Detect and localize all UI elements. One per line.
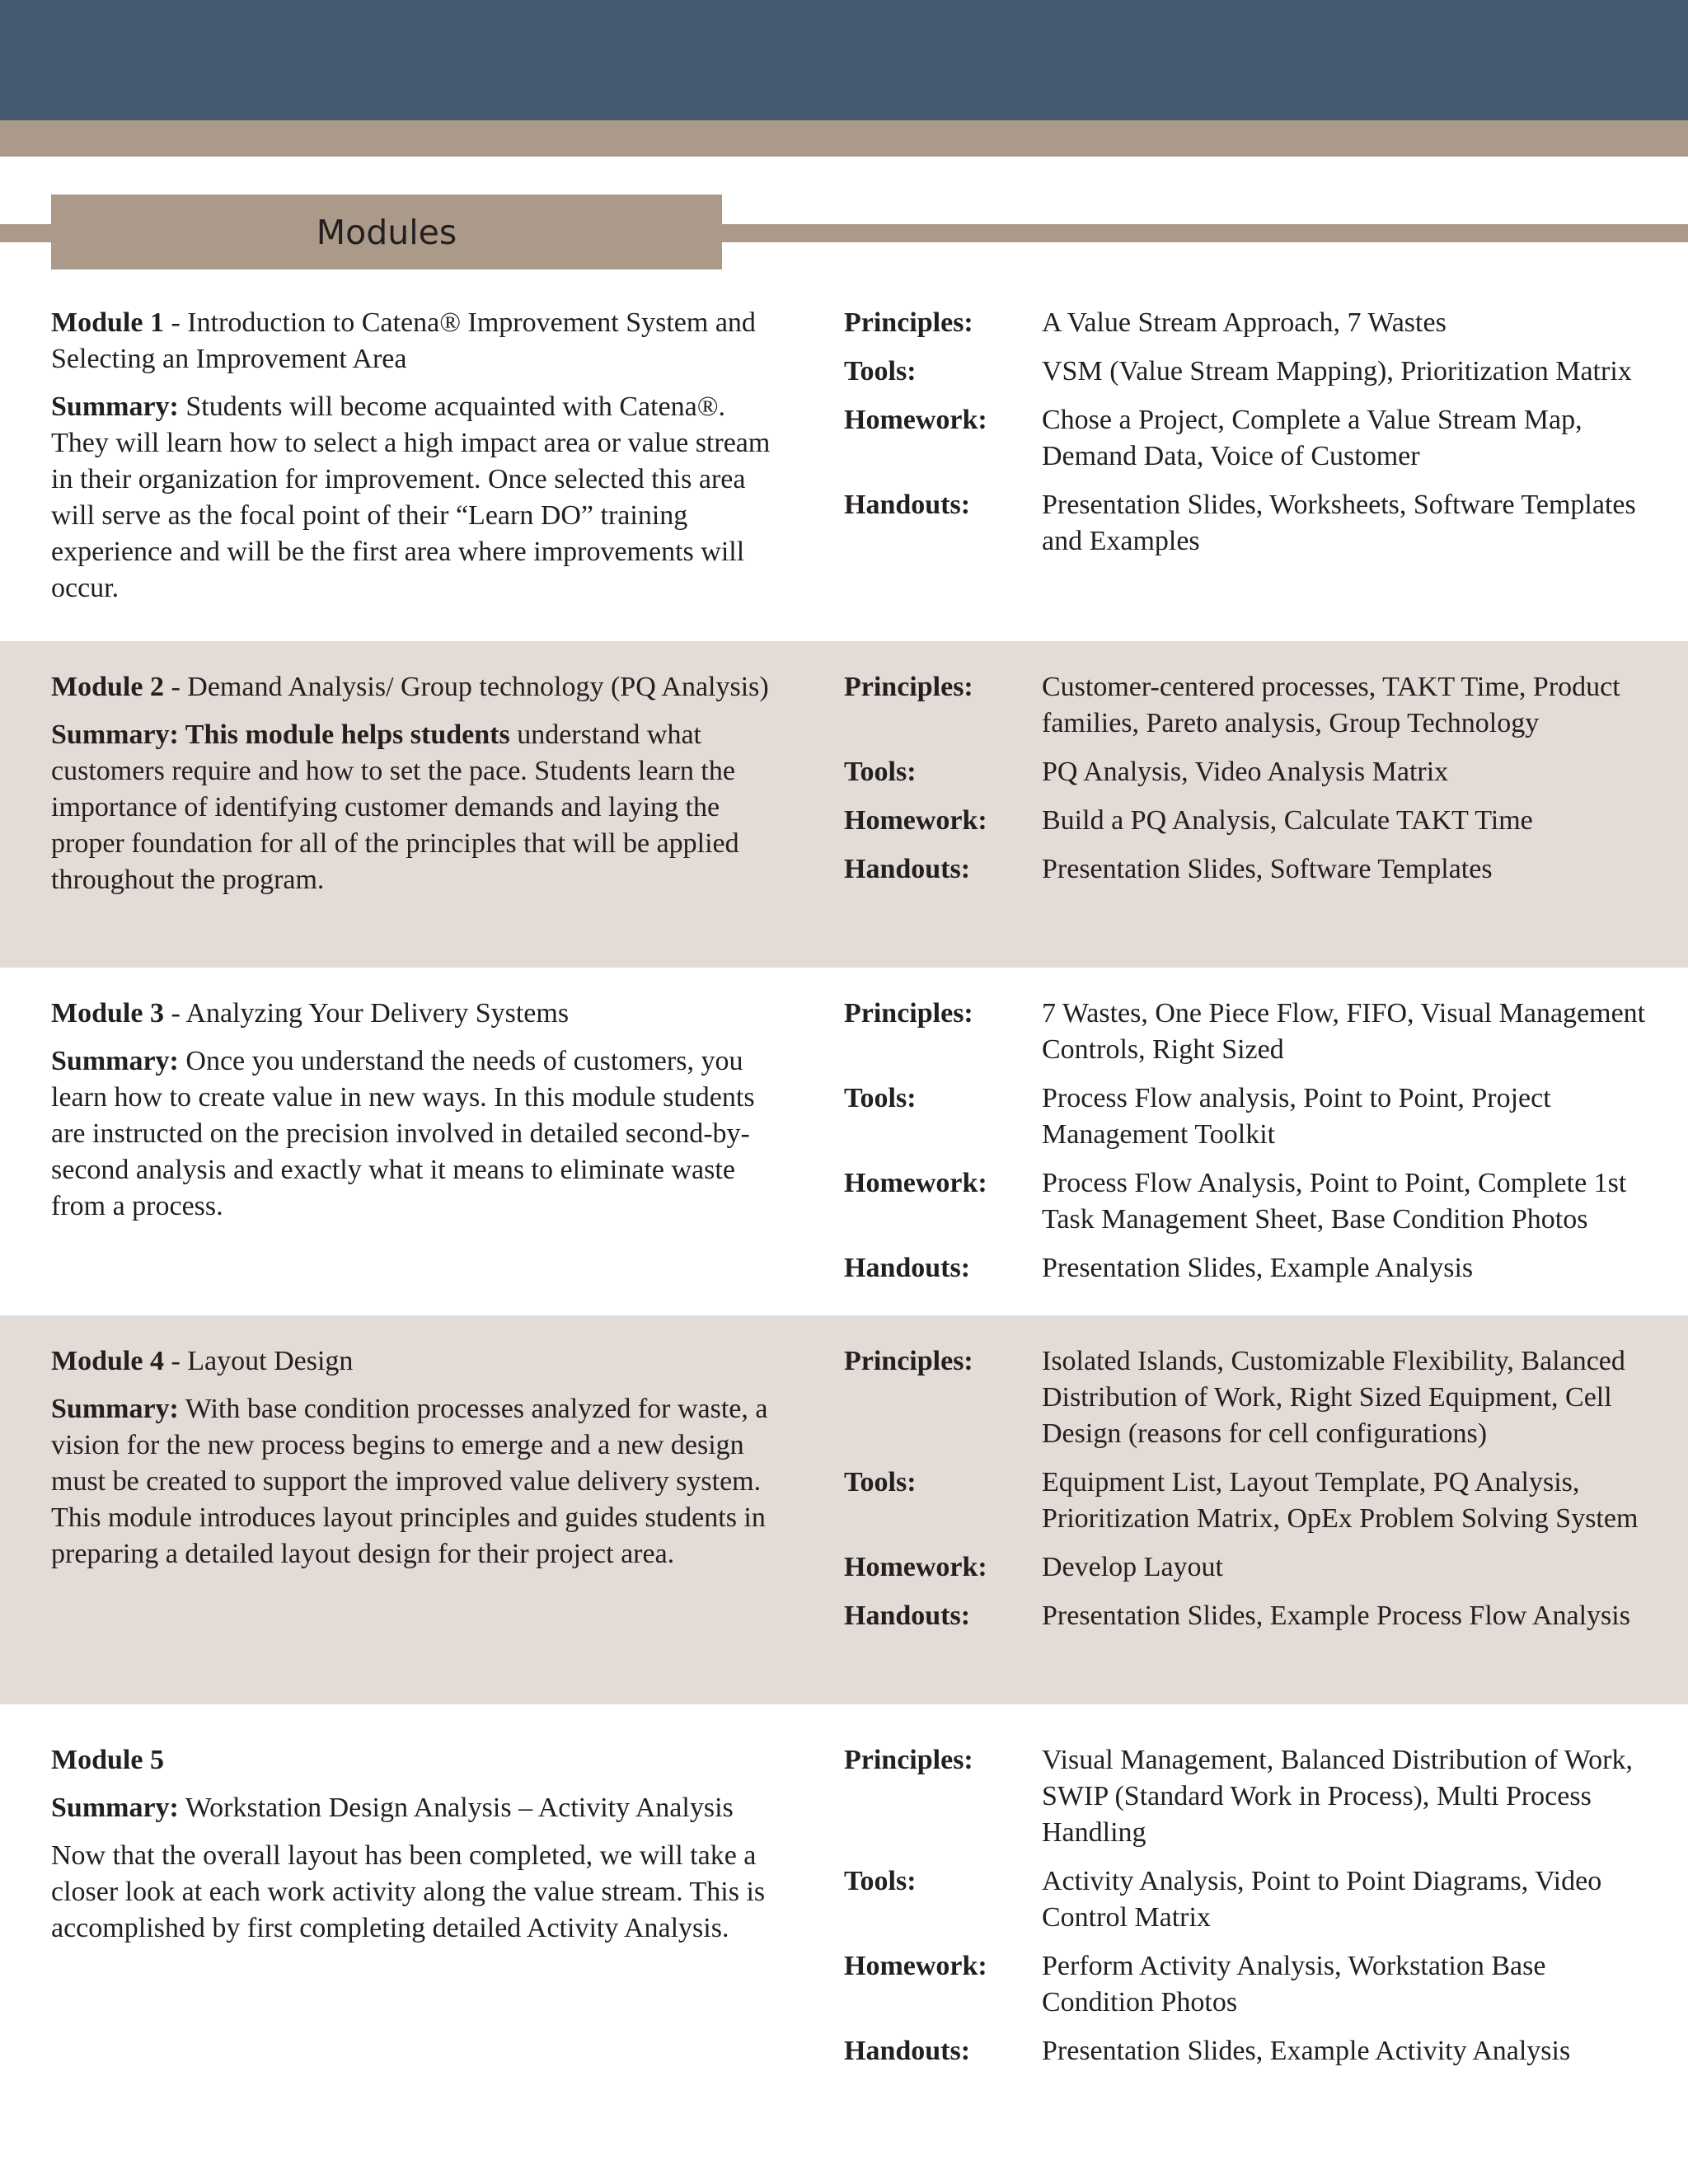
handouts-label: Handouts:: [844, 854, 971, 884]
module-1-description: [51, 305, 776, 607]
homework-label: Homework:: [844, 1552, 987, 1582]
tools-row: [844, 1465, 1660, 1537]
homework-row: [844, 1948, 1660, 2021]
module-title: - Demand Analysis/ Group technology (PQ Analysis): [163, 672, 769, 702]
module-4: [0, 1315, 1688, 1704]
tools-label: Tools:: [844, 757, 917, 787]
tools-value: Process Flow analysis, Point to Point, Project Management Toolkit: [1042, 1083, 1551, 1150]
handouts-row: [844, 2033, 1660, 2069]
module-5-details: [844, 1742, 1660, 2069]
handouts-value: Presentation Slides, Example Process Flow Analysis: [1042, 1601, 1630, 1631]
module-5-paragraph: Now that the overall layout has been completed, we will take a closer look at each work activity along the value stream. This is accomplished by first completing detailed Activity Analysis.: [51, 1840, 766, 1943]
tools-row: [844, 354, 1660, 390]
module-4-details: [844, 1343, 1660, 1634]
module-2-details: [844, 669, 1660, 888]
homework-row: [844, 402, 1660, 475]
module-5: [0, 1704, 1688, 2133]
homework-value: Perform Activity Analysis, Workstation Base Condition Photos: [1042, 1951, 1546, 2018]
module-2: [0, 641, 1688, 968]
summary-label: Summary:: [51, 391, 179, 422]
principles-value: A Value Stream Approach, 7 Wastes: [1042, 307, 1447, 338]
module-4-description: [51, 1343, 776, 1572]
principles-label: Principles:: [844, 307, 973, 338]
section-title-box: [51, 194, 722, 269]
module-title: - Layout Design: [163, 1346, 354, 1376]
tools-row: [844, 754, 1660, 790]
module-5-heading: [51, 1742, 776, 1779]
handouts-row: [844, 1250, 1660, 1286]
summary-text: Once you understand the needs of customers, you learn how to create value in new ways. In this module students are instructed on the precision involved in detailed second-by-second analysis and exactly what it means to eliminate waste from a process.: [51, 1046, 755, 1221]
summary-label: Summary:: [51, 1394, 179, 1424]
handouts-label: Handouts:: [844, 1253, 971, 1283]
header-band: [0, 0, 1688, 120]
page-title: Modules: [316, 212, 457, 252]
module-1-details: [844, 305, 1660, 560]
homework-value: Chose a Project, Complete a Value Stream Map, Demand Data, Voice of Customer: [1042, 405, 1582, 471]
module-3-details: [844, 996, 1660, 1286]
module-3: [0, 968, 1688, 1315]
principles-label: Principles:: [844, 1745, 973, 1775]
tools-label: Tools:: [844, 356, 917, 387]
tools-row: [844, 1863, 1660, 1936]
principles-value: Customer-centered processes, TAKT Time, Product families, Pareto analysis, Group Technology: [1042, 672, 1620, 738]
summary-text: Students will become acquainted with Catena®. They will learn how to select a high impact area or value stream in their organization for improvement. Once selected this area will serve as the focal point of their “Learn DO” training experience and will be the first area where improvements will occur.: [51, 391, 771, 603]
handouts-label: Handouts:: [844, 490, 971, 520]
homework-row: [844, 1549, 1660, 1586]
module-3-summary: [51, 1043, 776, 1225]
module-1: [0, 297, 1688, 641]
principles-label: Principles:: [844, 1346, 973, 1376]
handouts-label: Handouts:: [844, 2036, 971, 2066]
module-title: - Introduction to Catena® Improvement System and Selecting an Improvement Area: [51, 307, 756, 374]
handouts-row: [844, 851, 1660, 888]
summary-text: With base condition processes analyzed for waste, a vision for the new process begins to emerge and a new design must be created to support the improved value delivery system. This module introduces layout principles and guides students in preparing a detailed layout design for their project area.: [51, 1394, 768, 1569]
principles-row: [844, 1742, 1660, 1851]
homework-value: Process Flow Analysis, Point to Point, Complete 1st Task Management Sheet, Base Condition Photos: [1042, 1168, 1627, 1235]
handouts-value: Presentation Slides, Worksheets, Software Templates and Examples: [1042, 490, 1636, 556]
module-2-summary: [51, 717, 776, 898]
handouts-value: Presentation Slides, Software Templates: [1042, 854, 1493, 884]
module-1-summary: [51, 389, 776, 607]
tools-value: Activity Analysis, Point to Point Diagrams, Video Control Matrix: [1042, 1866, 1602, 1933]
module-4-summary: [51, 1391, 776, 1572]
tools-value: PQ Analysis, Video Analysis Matrix: [1042, 757, 1449, 787]
handouts-label: Handouts:: [844, 1601, 971, 1631]
tools-value: Equipment List, Layout Template, PQ Analysis, Prioritization Matrix, OpEx Problem Solving System: [1042, 1467, 1639, 1534]
header-accent-band: [0, 120, 1688, 157]
summary-label: Summary: This module helps students: [51, 719, 510, 750]
module-3-heading: [51, 996, 776, 1032]
tools-row: [844, 1080, 1660, 1153]
module-number: Module 4: [51, 1346, 164, 1376]
module-2-description: [51, 669, 776, 898]
homework-label: Homework:: [844, 805, 987, 836]
tools-label: Tools:: [844, 1467, 917, 1497]
module-1-heading: [51, 305, 776, 377]
module-number: Module 5: [51, 1745, 164, 1775]
module-number: Module 1: [51, 307, 164, 338]
module-5-summary: [51, 1790, 776, 1826]
module-5-description: [51, 1742, 776, 1947]
tools-label: Tools:: [844, 1866, 917, 1896]
principles-row: [844, 669, 1660, 742]
principles-label: Principles:: [844, 672, 973, 702]
module-4-heading: [51, 1343, 776, 1380]
module-3-description: [51, 996, 776, 1225]
handouts-row: [844, 487, 1660, 560]
homework-value: Develop Layout: [1042, 1552, 1223, 1582]
principles-value: Visual Management, Balanced Distribution of Work, SWIP (Standard Work in Process), Multi Process Handling: [1042, 1745, 1633, 1848]
tools-value: VSM (Value Stream Mapping), Prioritization Matrix: [1042, 356, 1632, 387]
homework-label: Homework:: [844, 405, 987, 435]
homework-label: Homework:: [844, 1168, 987, 1198]
homework-row: [844, 803, 1660, 839]
principles-value: Isolated Islands, Customizable Flexibility, Balanced Distribution of Work, Right Sized Equipment, Cell Design (reasons for cell configurations): [1042, 1346, 1625, 1449]
homework-value: Build a PQ Analysis, Calculate TAKT Time: [1042, 805, 1533, 836]
summary-text: understand what customers require and how to set the pace. Students learn the importance of identifying customer demands and laying the proper foundation for all of the principles that will be applied throughout the program.: [51, 719, 739, 895]
handouts-value: Presentation Slides, Example Activity Analysis: [1042, 2036, 1571, 2066]
module-number: Module 3: [51, 998, 164, 1029]
handouts-value: Presentation Slides, Example Analysis: [1042, 1253, 1474, 1283]
principles-row: [844, 996, 1660, 1068]
module-title: - Analyzing Your Delivery Systems: [163, 998, 570, 1029]
principles-value: 7 Wastes, One Piece Flow, FIFO, Visual Management Controls, Right Sized: [1042, 998, 1646, 1065]
module-number: Module 2: [51, 672, 164, 702]
homework-label: Homework:: [844, 1951, 987, 1981]
principles-row: [844, 1343, 1660, 1452]
handouts-row: [844, 1598, 1660, 1634]
homework-row: [844, 1165, 1660, 1238]
summary-text: Workstation Design Analysis – Activity Analysis: [178, 1793, 734, 1823]
tools-label: Tools:: [844, 1083, 917, 1113]
principles-row: [844, 305, 1660, 341]
summary-label: Summary:: [51, 1046, 179, 1076]
principles-label: Principles:: [844, 998, 973, 1029]
summary-label: Summary:: [51, 1793, 179, 1823]
module-2-heading: [51, 669, 776, 705]
